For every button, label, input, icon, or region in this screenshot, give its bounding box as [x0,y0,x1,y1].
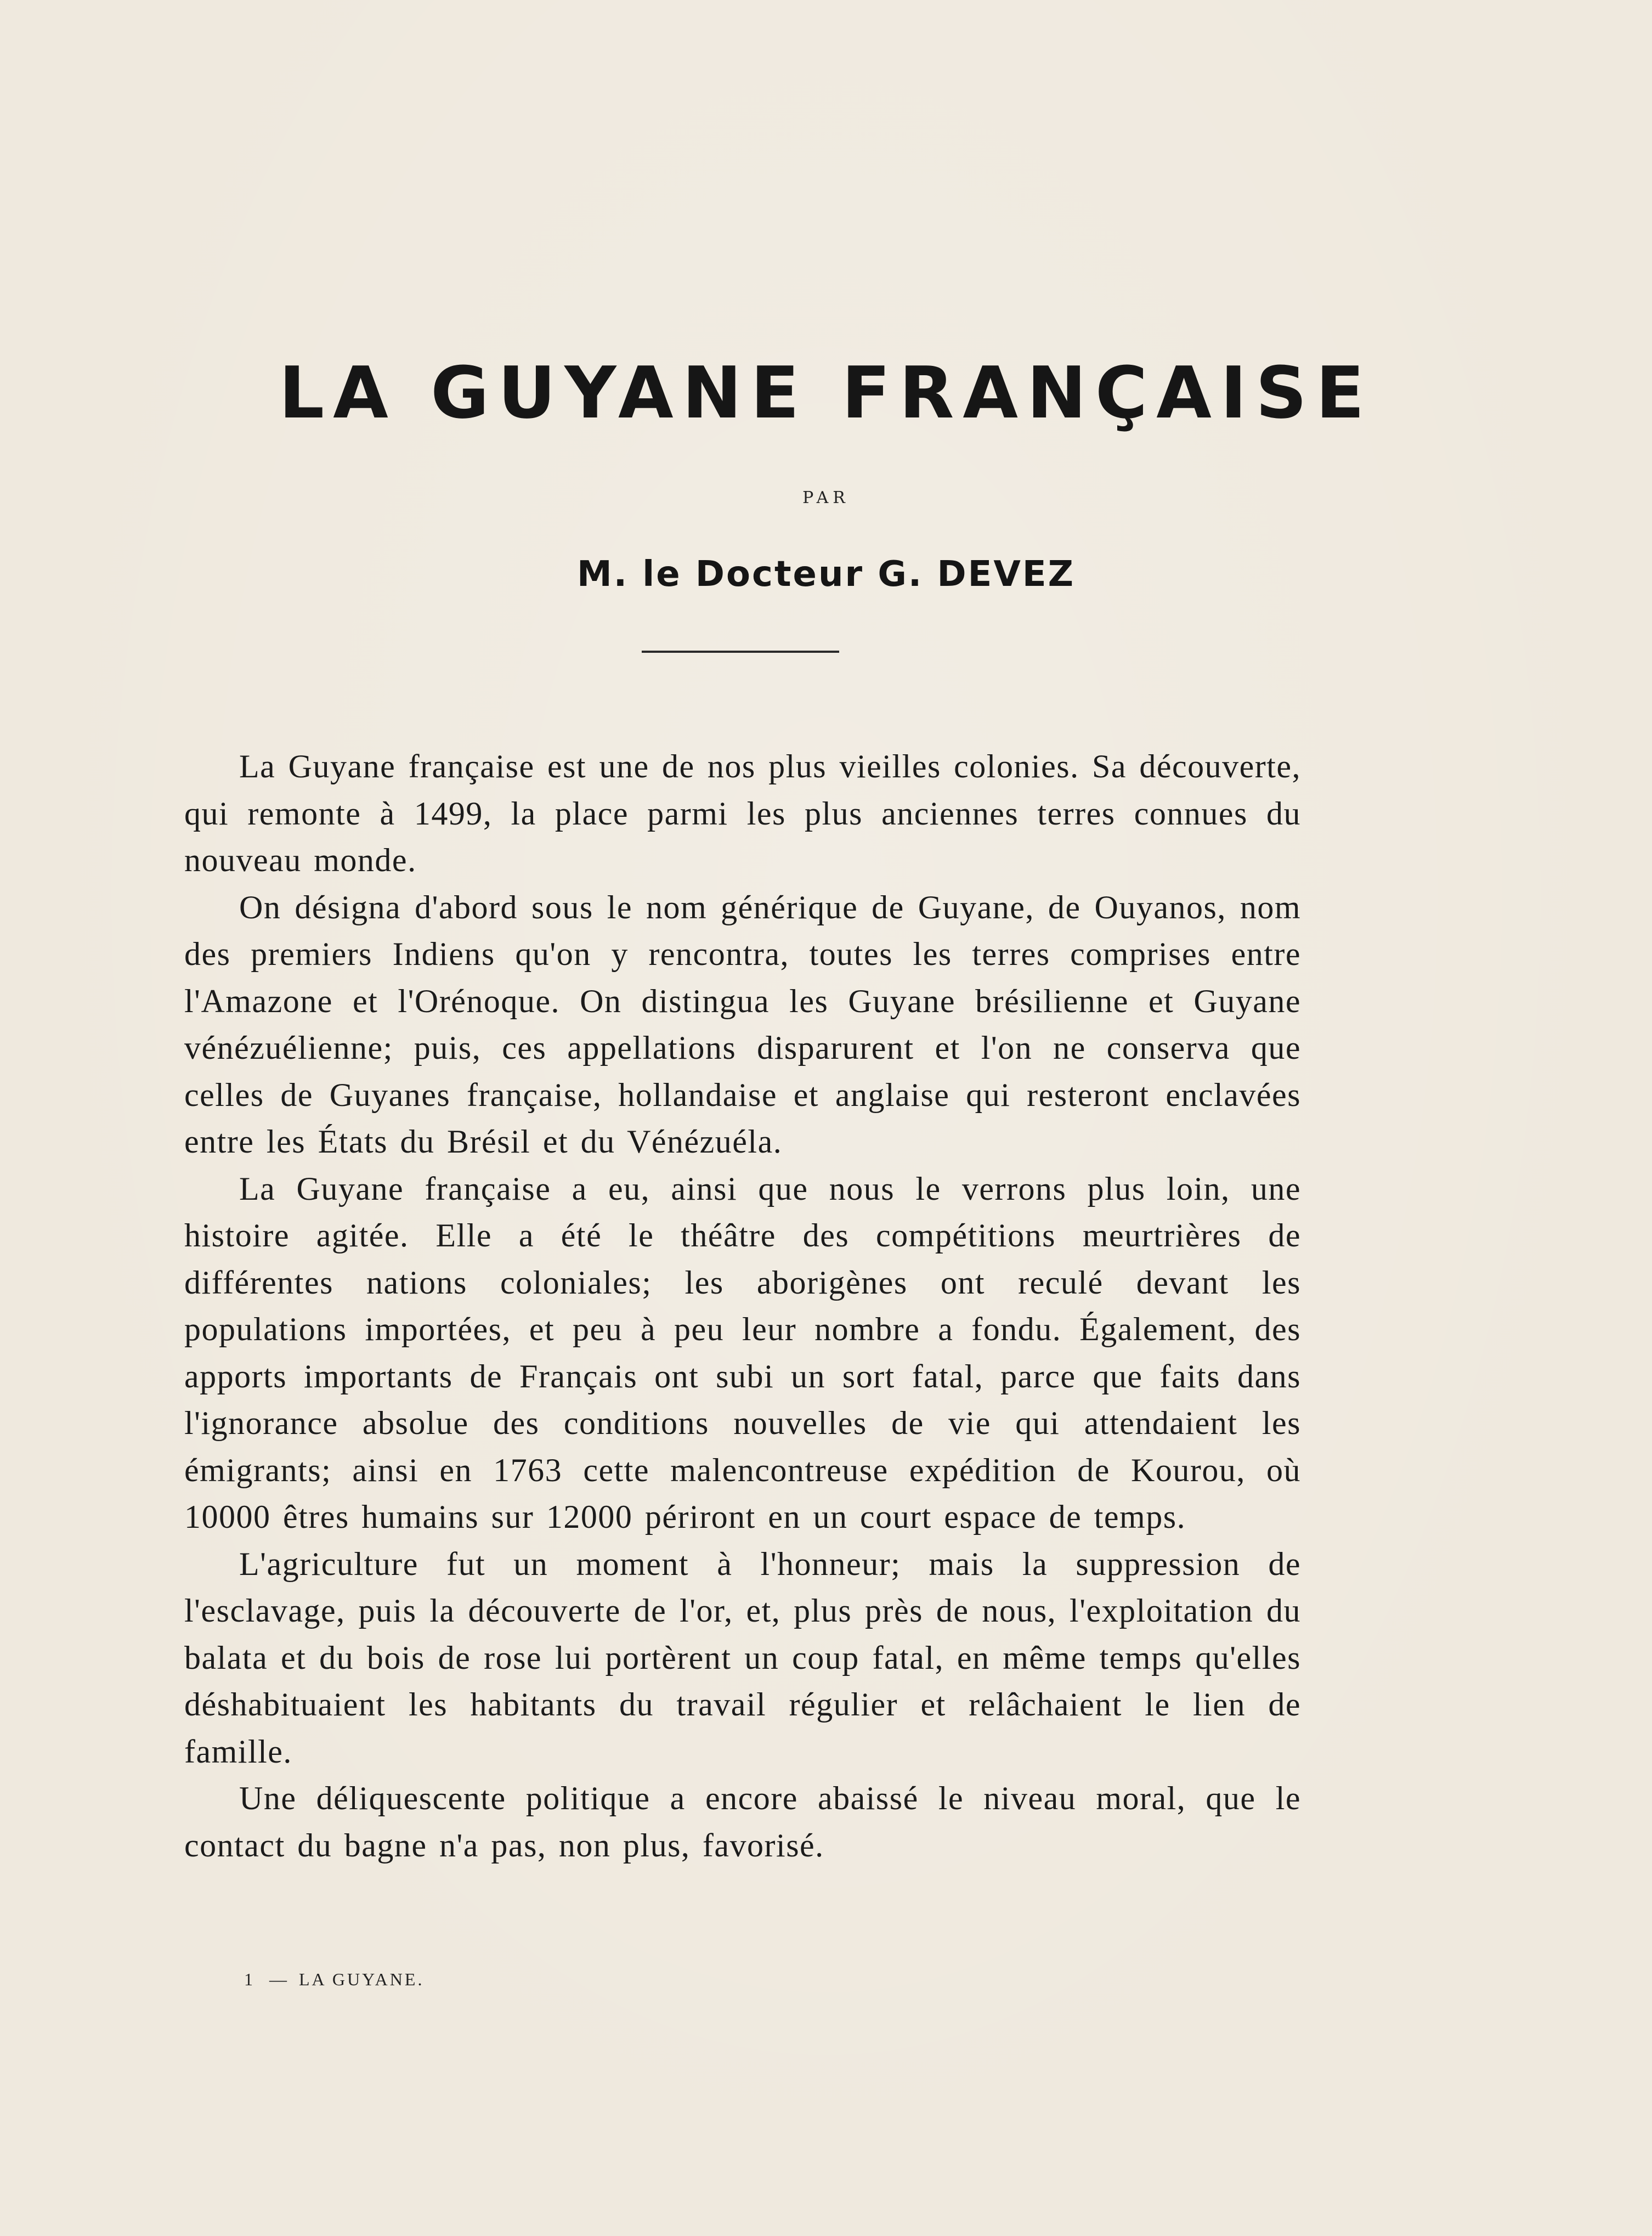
paragraph-3: La Guyane française a eu, ainsi que nous le verrons plus loin, une histoire agitée. Elle a été le théâtre des compétitions meurtrières de différentes nations coloniales; les aborigènes ont reculé devant les populations importées, et peu à peu leur nombre a fondu. Également, des apports importants de Français ont subi un sort fatal, parce que faits dans l'ignorance absolue des conditions nouvelles de vie qui attendaient les émigrants; ainsi en 1763 cette malencontreuse expédition de Kourou, où 10000 êtres humains sur 12000 périront en un court espace de temps. [184,1170,1301,1535]
printer-signature [244,1969,424,1990]
signature-dash: — [269,1969,289,1989]
paragraph-5: Une déliquescente politique a encore abaissé le niveau moral, que le contact du bagne n'a pas, non plus, favorisé. [184,1780,1301,1864]
signature-number: 1 [244,1969,255,1989]
article-body [184,743,1301,1869]
signature-label: LA GUYANE. [299,1969,425,1989]
title-divider [642,651,839,653]
paragraph-4: L'agriculture fut un moment à l'honneur; mais la suppression de l'esclavage, puis la découverte de l'or, et, plus près de nous, l'exploitation du balata et du bois de rose lui portèrent un coup fatal, en même temps qu'elles déshabituaient les habitants du travail régulier et relâchaient le lien de famille. [184,1545,1301,1770]
byline-par: PAR [802,488,850,507]
article-title: LA GUYANE FRANÇAISE [279,351,1373,434]
author-name: M. le Docteur G. DEVEZ [577,554,1075,595]
paragraph-1: La Guyane française est une de nos plus vieilles colonies. Sa découverte, qui remonte à 1499, la place parmi les plus anciennes terres connues du nouveau monde. [184,748,1301,878]
paragraph-2: On désigna d'abord sous le nom générique de Guyane, de Ouyanos, nom des premiers Indiens qu'on y rencontra, toutes les terres comprises entre l'Amazone et l'Orénoque. On distingua les Guyane brésilienne et Guyane vénézuélienne; puis, ces appellations disparurent et l'on ne conserva que celles de Guyanes française, hollandaise et anglaise qui resteront enclavées entre les États du Brésil et du Vénézuéla. [184,889,1301,1160]
